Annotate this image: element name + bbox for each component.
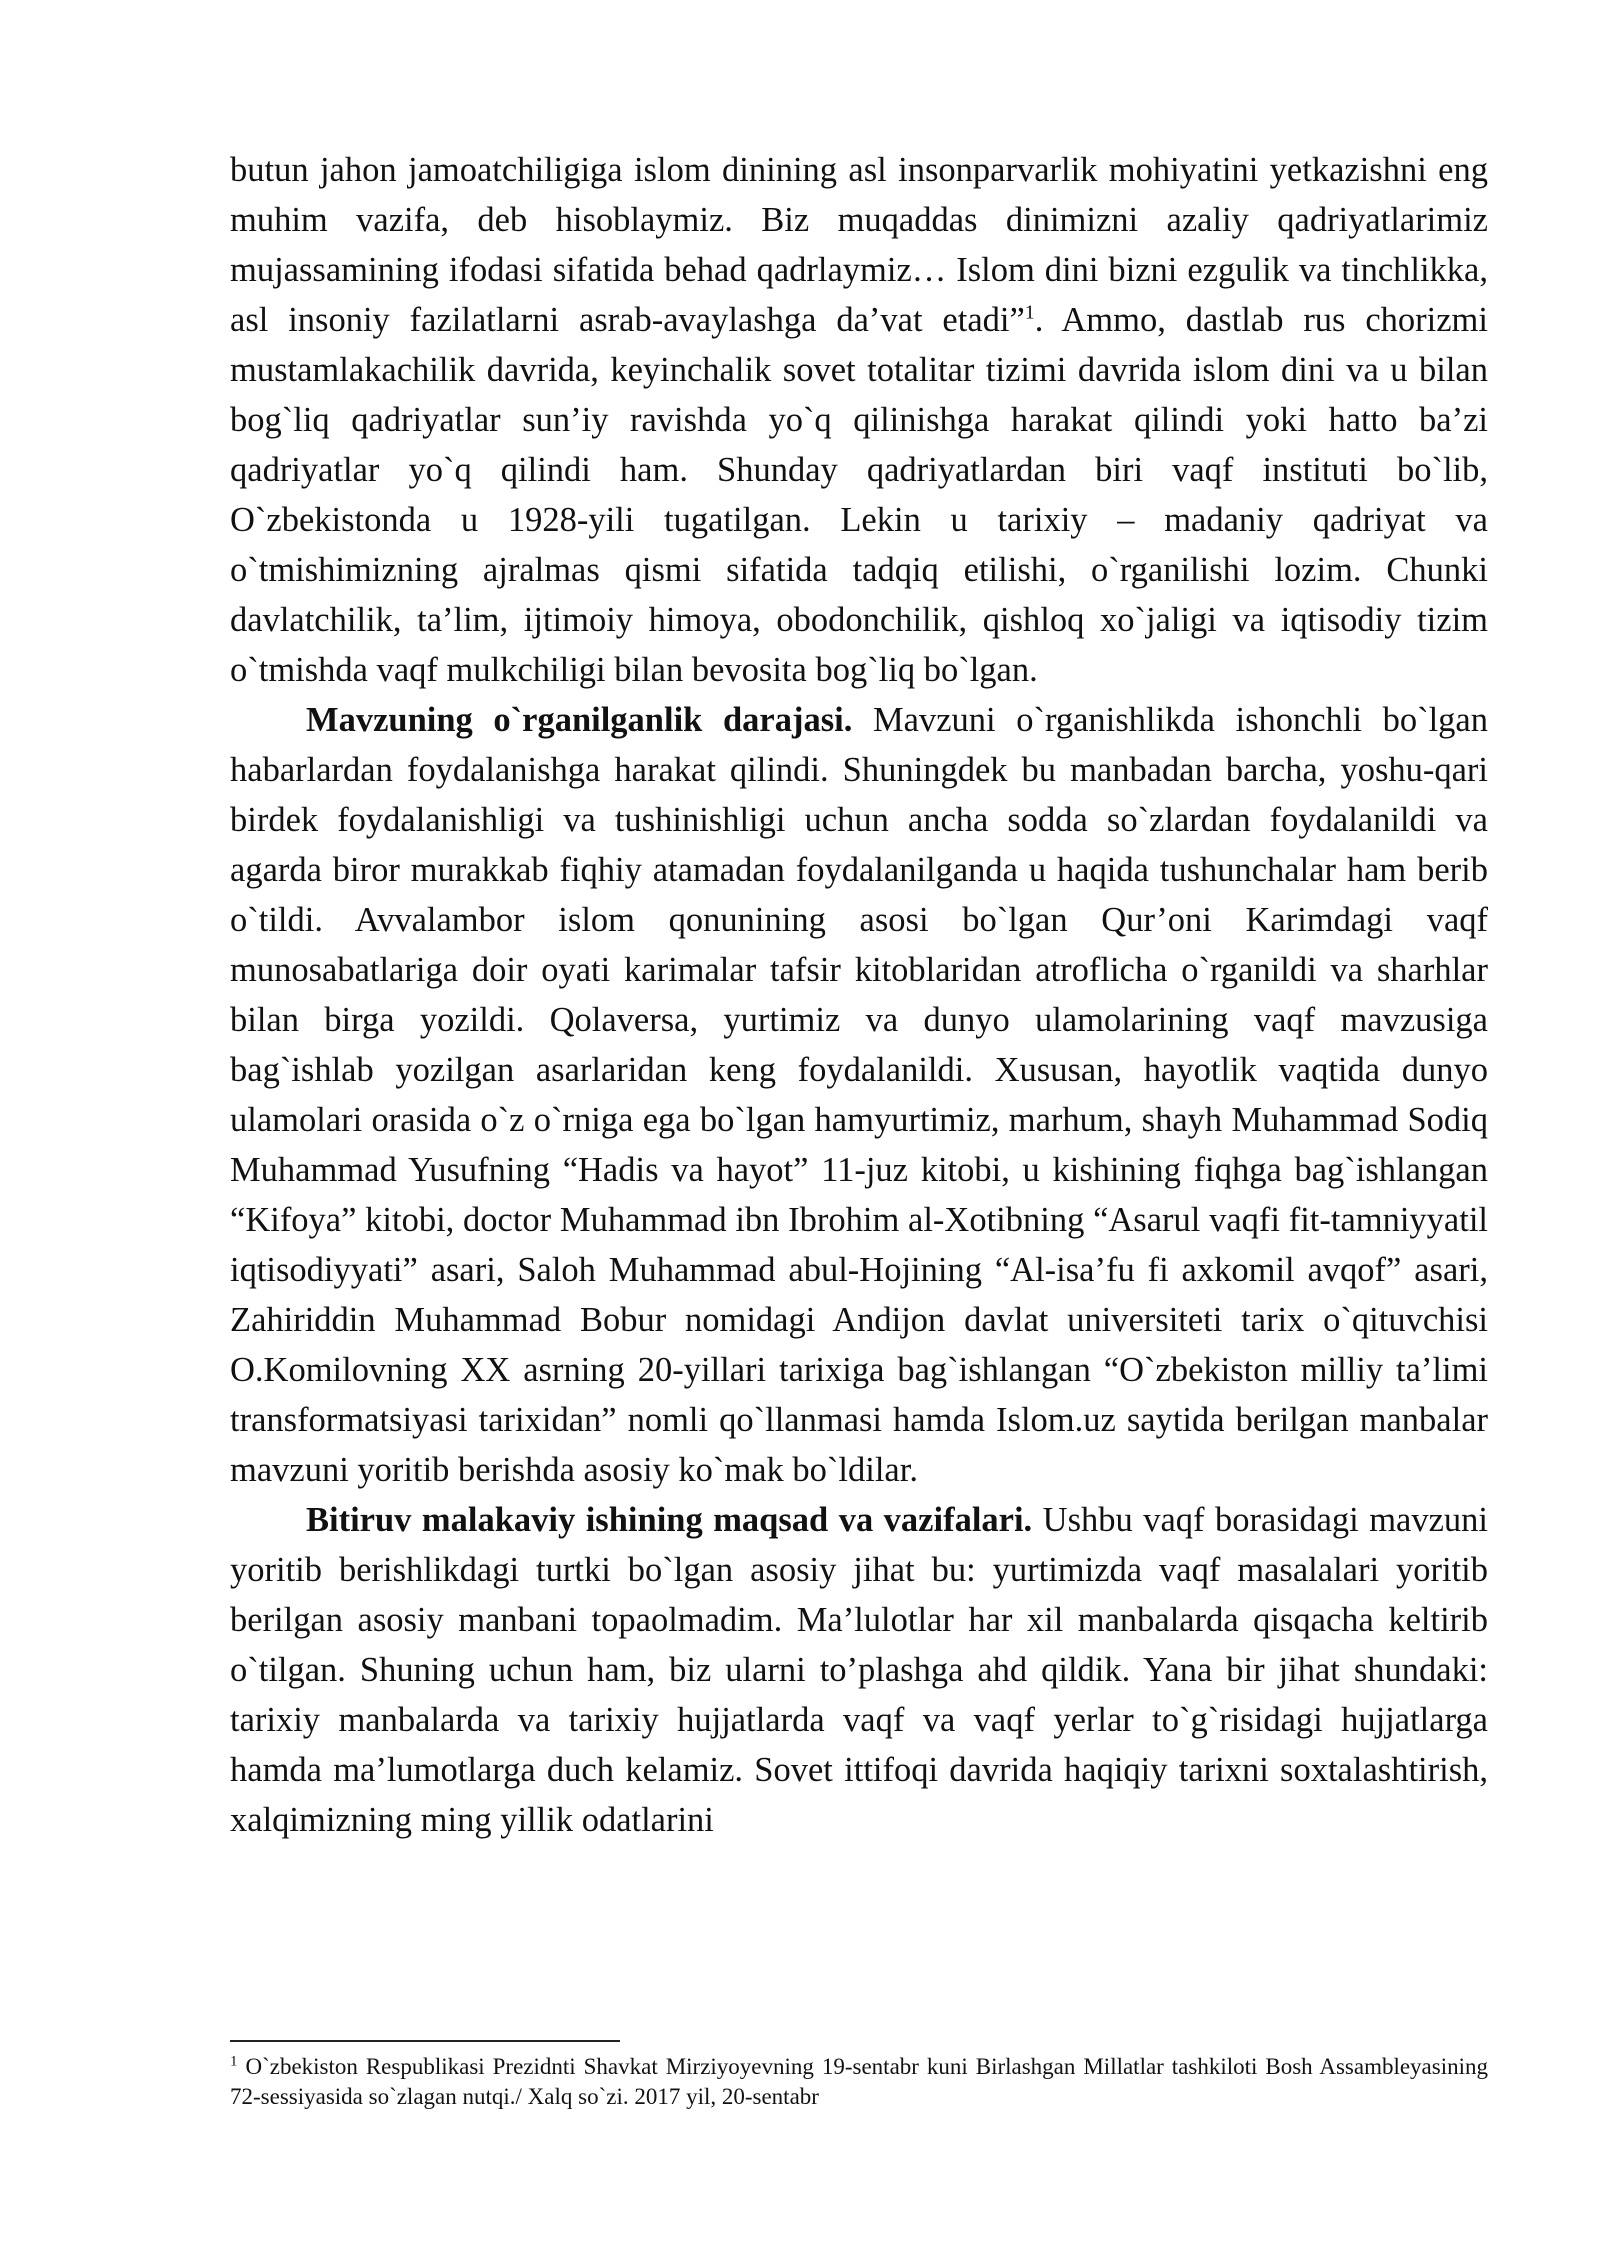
section-heading-study-level: Mavzuning o`rganilganlik darajasi. [306, 701, 853, 739]
paragraph-3 [230, 1495, 1488, 1845]
document-page [230, 145, 1488, 1845]
paragraph-1-text-end: . Ammo, dastlab rus chorizmi mustamlakachilik davrida, keyinchalik sovet totalitar tizimi davrida islom dini va u bilan bog`liq qadriyatlar sun’iy ravishda yo`q qilinishga harakat qilindi yoki hatto ba’zi qadriyatlar yo`q qilindi ham. Shunday qadriyatlardan biri vaqf instituti bo`lib, O`zbekistonda u 1928-yili tugatilgan. Lekin u tarixiy – madaniy qadriyat va o`tmishimizning ajralmas qismi sifatida tadqiq etilishi, o`rganilishi lozim. Chunki davlatchilik, ta’lim, ijtimoiy himoya, obodonchilik, qishloq xo`jaligi va iqtisodiy tizim o`tmishda vaqf mulkchiligi bilan bevosita bog`liq bo`lgan. [230, 301, 1488, 689]
paragraph-3-text: Ushbu vaqf borasidagi mavzuni yoritib berishlikdagi turtki bo`lgan asosiy jihat bu: yurtimizda vaqf masalalari yoritib berilgan asosiy manbani topaolmadim. Ma’lulotlar har xil manbalarda qisqacha keltirib o`tilgan. Shuning uchun ham, biz ularni to’plashga ahd qildik. Yana bir jihat shundaki: tarixiy manbalarda va tarixiy hujjatlarda vaqf va vaqf yerlar to`g`risidagi hujjatlarga hamda ma’lumotlarga duch kelamiz. Sovet ittifoqi davrida haqiqiy tarixni soxtalashtirish, xalqimizning ming yillik odatlarini [230, 1501, 1488, 1839]
footnote-divider [230, 2040, 620, 2042]
footnote-reference[interactable]: 1 [1024, 301, 1035, 324]
section-heading-goals: Bitiruv malakaviy ishining maqsad va vazifalari. [306, 1501, 1033, 1539]
paragraph-1-text: butun jahon jamoatchiligiga islom dinining asl insonparvarlik mohiyatini yetkazishni eng muhim vazifa, deb hisoblaymiz. Biz muqaddas dinimizni azaliy qadriyatlarimiz mujassamining ifodasi sifatida behad qadrlaymiz… Islom dini bizni ezgulik va tinchlikka, asl insoniy fazilatlarni asrab-avaylashga da’vat etadi” [230, 151, 1488, 339]
paragraph-2-text: Mavzuni o`rganishlikda ishonchli bo`lgan habarlardan foydalanishga harakat qilindi. Shuningdek bu manbadan barcha, yoshu-qari birdek foydalanishligi va tushinishligi uchun ancha sodda so`zlardan foydalanildi va agarda biror murakkab fiqhiy atamadan foydalanilganda u haqida tushunchalar ham berib o`tildi. Avvalambor islom qonunining asosi bo`lgan Qur’oni Karimdagi vaqf munosabatlariga doir oyati karimalar tafsir kitoblaridan atroflicha o`rganildi va sharhlar bilan birga yozildi. Qolaversa, yurtimiz va dunyo ulamolarining vaqf mavzusiga bag`ishlab yozilgan asarlaridan keng foydalanildi. Xususan, hayotlik vaqtida dunyo ulamolari orasida o`z o`rniga ega bo`lgan hamyurtimiz, marhum, shayh Muhammad Sodiq Muhammad Yusufning “Hadis va hayot” 11-juz kitobi, u kishining fiqhga bag`ishlangan “Kifoya” kitobi, doctor Muhammad ibn Ibrohim al-Xotibning “Asarul vaqfi fit-tamniyyatil iqtisodiyyati” asari, Saloh Muhammad abul-Hojining “Al-isa’fu fi axkomil avqof” asari, Zahiriddin Muhammad Bobur nomidagi Andijon davlat universiteti tarix o`qituvchisi O.Komilovning XX asrning 20-yillari tarixiga bag`ishlangan “O`zbekiston milliy ta’limi transformatsiyasi tarixidan” nomli qo`llanmasi hamda Islom.uz saytida berilgan manbalar mavzuni yoritib berishda asosiy ko`mak bo`ldilar. [230, 701, 1488, 1489]
footnote-text: O`zbekiston Respublikasi Prezidnti Shavkat Mirziyoyevning 19-sentabr kuni Birlashgan Millatlar tashkiloti Bosh Assambleyasining 72-sessiyasida so`zlagan nutqi./ Xalq so`zi. 2017 yil, 20-sentabr [230, 2054, 1488, 2109]
paragraph-2 [230, 695, 1488, 1495]
footnote [230, 2052, 1488, 2112]
paragraph-1 [230, 145, 1488, 695]
footnote-number: 1 [230, 2053, 238, 2070]
